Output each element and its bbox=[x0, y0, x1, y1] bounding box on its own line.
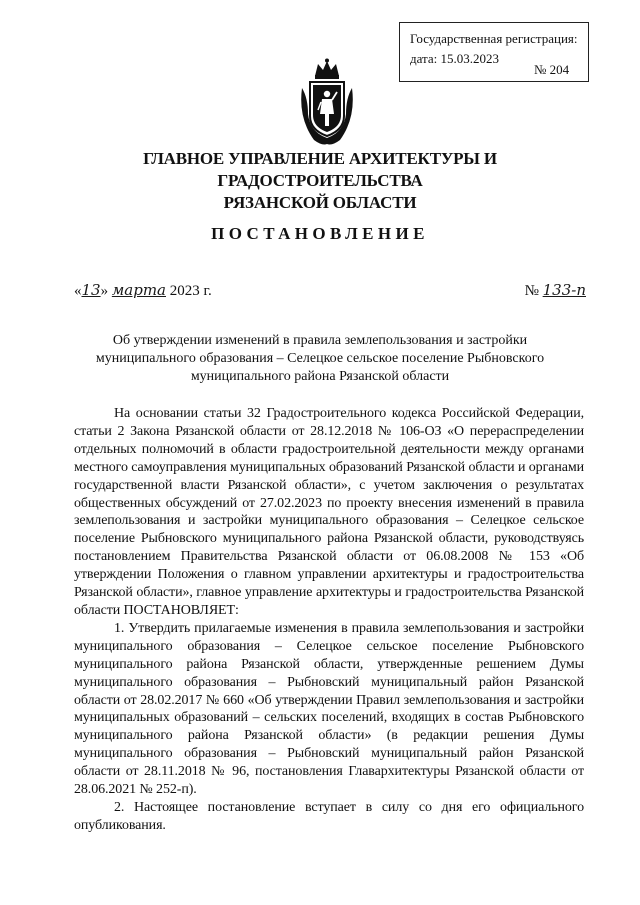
document-type: ПОСТАНОВЛЕНИЕ bbox=[211, 224, 429, 243]
document-number bbox=[525, 281, 586, 300]
date-year: 2023 г. bbox=[169, 283, 212, 299]
organization-title bbox=[40, 148, 600, 214]
subject-line-3: муниципального района Рязанской области bbox=[190, 369, 450, 384]
registration-date: дата: 15.03.2023 bbox=[410, 51, 500, 66]
paragraph-1: 1. Утвердить прилагаемые изменения в правила землепользования и застройки муниципального образования – Селецкое сельское поселение Рыбновского муниципального района Рязанской области, утвержденные решением Думы муниципального образования – Рыбновский муниципальный район Рязанской области от 28.02.2017 № 660 «Об утверждении Правил землепользования и застройки муниципальных образований – сельских поселений, входящих в состав Рыбновского муниципального района Рязанской области» (в редакции решения Думы муниципального образования – Рыбновский муниципальный район Рязанской области от 28.11.2018 № 96, постановления Главархитектуры Рязанской области от 28.06.2021 № 252-п). bbox=[74, 620, 584, 798]
registration-number: № 204 bbox=[534, 62, 570, 77]
registration-stamp bbox=[399, 22, 589, 82]
organization-line-1: ГЛАВНОЕ УПРАВЛЕНИЕ АРХИТЕКТУРЫ И ГРАДОСТРОИТЕЛЬСТВА bbox=[143, 149, 497, 190]
date-month: марта bbox=[111, 281, 166, 299]
document-subject bbox=[60, 332, 580, 386]
subject-line-1: Об утверждении изменений в правила землепользования и застройки bbox=[112, 333, 528, 348]
registration-label: Государственная регистрация: bbox=[410, 31, 578, 46]
number-prefix: № bbox=[524, 283, 539, 299]
number-value: 133-п bbox=[542, 281, 586, 299]
coat-of-arms-icon bbox=[296, 58, 358, 150]
date-day: 13 bbox=[81, 281, 101, 299]
document-date bbox=[74, 281, 212, 300]
date-open-quote: « bbox=[74, 283, 82, 299]
paragraph-preamble: На основании статьи 32 Градостроительного кодекса Российской Федерации, статьи 2 Закона Рязанской области от 28.12.2018 № 106-ОЗ «О перераспределении отдельных полномочий в области градостроительной деятельности между органами местного самоуправления муниципальных образований Рязанской области и органами государственной власти Рязанской области», с учетом заключения о результатах общественных обсуждений от 27.02.2023 по проекту внесения изменений в правила землепользования и застройки муниципального образования – Селецкое сельское поселение Рыбновского муниципального района Рязанской области, руководствуясь постановлением Правительства Рязанской области от 06.08.2008 № 153 «Об утверждении Положения о главном управлении архитектуры и градостроительства Рязанской области», главное управление архитектуры и градостроительства Рязанской области ПОСТАНОВЛЯЕТ: bbox=[74, 406, 584, 618]
date-close-quote: » bbox=[100, 283, 109, 299]
paragraph-2: 2. Настоящее постановление вступает в силу со дня его официального опубликования. bbox=[74, 799, 584, 833]
document-body bbox=[74, 405, 584, 835]
subject-line-2: муниципального образования – Селецкое сельское поселение Рыбновского bbox=[95, 351, 545, 366]
organization-line-2: РЯЗАНСКОЙ ОБЛАСТИ bbox=[223, 193, 417, 212]
